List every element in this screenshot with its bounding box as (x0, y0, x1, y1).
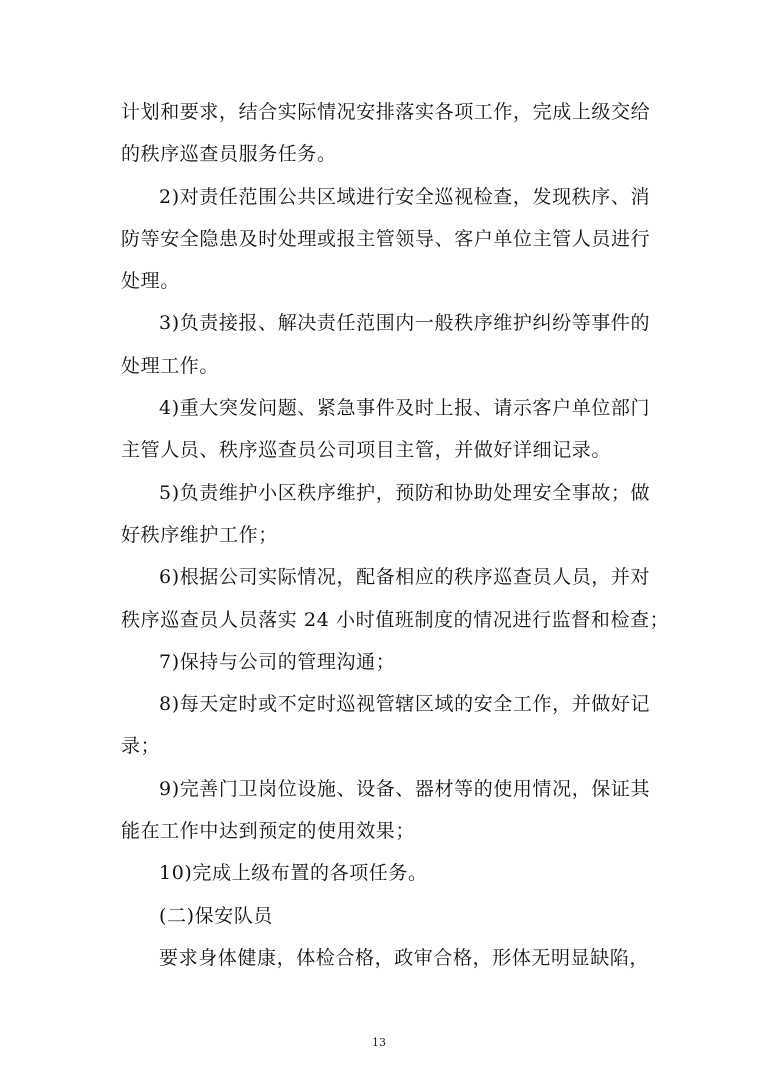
list-item-3-line: 3)负责接报、解决责任范围内一般秩序维护纠纷等事件的 (159, 312, 651, 335)
list-item-7-line: 7)保持与公司的管理沟通； (159, 650, 396, 673)
document-body (121, 96, 670, 984)
list-item-2-line: 2)对责任范围公共区域进行安全巡视检查，发现秩序、消 (159, 185, 651, 208)
list-item-8-line: 8)每天定时或不定时巡视管辖区域的安全工作，并做好记 (159, 693, 651, 716)
text-line: 好秩序维护工作； (121, 523, 278, 546)
text-line: 录； (121, 735, 161, 758)
text-line: 处理工作。 (121, 354, 220, 377)
list-item-5-line: 5)负责维护小区秩序维护，预防和协助处理安全事故；做 (159, 481, 651, 504)
text-line: 的秩序巡查员服务任务。 (121, 143, 337, 166)
text-line: 能在工作中达到预定的使用效果； (121, 820, 416, 843)
text-line: 防等安全隐患及时处理或报主管领导、客户单位主管人员进行 (121, 227, 651, 250)
section-heading: (二)保安队员 (159, 904, 274, 927)
page-number: 13 (372, 1036, 386, 1049)
text-line: 主管人员、秩序巡查员公司项目主管，并做好详细记录。 (121, 439, 612, 462)
text-line: 要求身体健康，体检合格，政审合格，形体无明显缺陷， (159, 946, 650, 969)
list-item-6-line: 6)根据公司实际情况，配备相应的秩序巡查员人员，并对 (159, 566, 651, 589)
list-item-4-line: 4)重大突发问题、紧急事件及时上报、请示客户单位部门 (159, 397, 651, 420)
list-item-10-line: 10)完成上级布置的各项任务。 (159, 862, 428, 885)
list-item-9-line: 9)完善门卫岗位设施、设备、器材等的使用情况，保证其 (159, 777, 651, 800)
text-line: 计划和要求，结合实际情况安排落实各项工作，完成上级交给 (121, 101, 651, 123)
text-line: 秩序巡查员人员落实 24 小时值班制度的情况进行监督和检查； (121, 608, 670, 631)
text-line: 处理。 (121, 270, 180, 293)
